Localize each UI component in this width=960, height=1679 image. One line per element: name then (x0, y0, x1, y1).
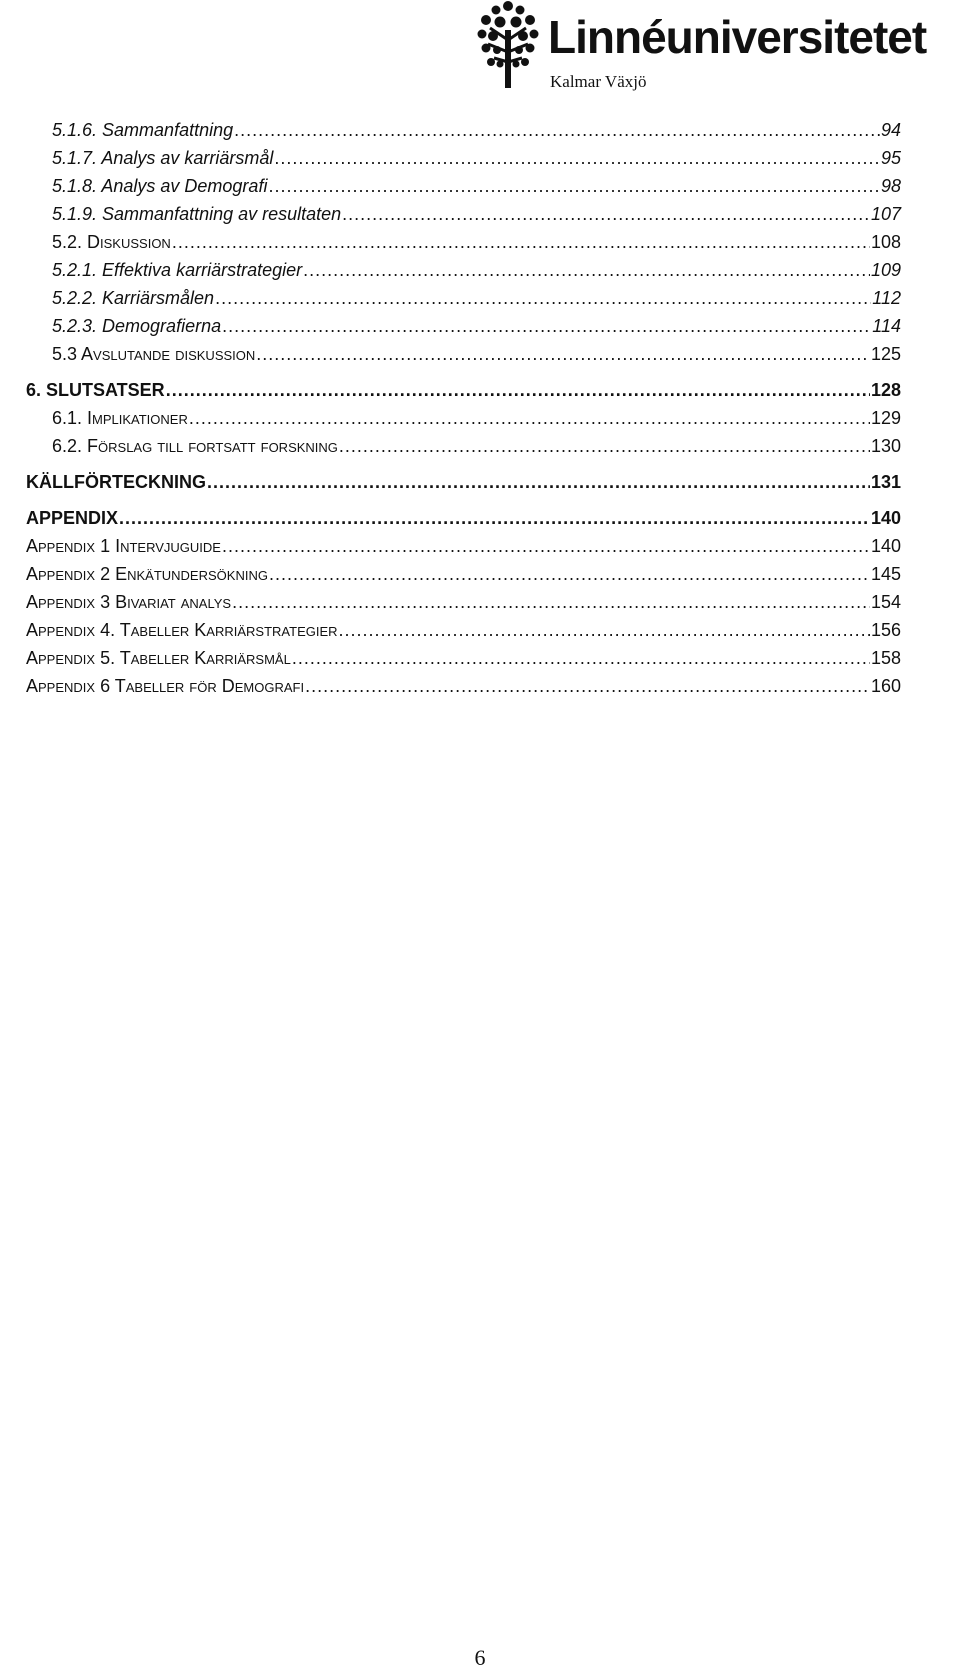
toc-entry[interactable] (26, 312, 901, 340)
toc-leader (207, 468, 870, 496)
toc-entry-page: 140 (870, 508, 901, 528)
toc-entry-label: 5.1.7. Analys av karriärsmål (52, 148, 274, 168)
table-of-contents (26, 116, 901, 700)
toc-entry-label: 5.2. Diskussion (52, 232, 171, 252)
toc-entry[interactable] (26, 432, 901, 460)
toc-entry[interactable] (26, 532, 901, 560)
toc-leader (222, 312, 871, 340)
toc-entry-label: Appendix 4. Tabeller Karriärstrategier (26, 620, 338, 640)
toc-entry-page: 160 (870, 676, 901, 696)
toc-leader (303, 256, 870, 284)
toc-entry[interactable] (26, 672, 901, 700)
toc-entry-label: Appendix 6 Tabeller för Demografi (26, 676, 305, 696)
toc-entry-label: 6.1. Implikationer (52, 408, 188, 428)
toc-entry[interactable] (26, 504, 901, 532)
toc-entry-label: Appendix 3 Bivariat analys (26, 592, 232, 612)
toc-entry-page: 145 (870, 564, 901, 584)
toc-leader (189, 404, 870, 432)
toc-entry-label: 5.3 Avslutande diskussion (52, 344, 256, 364)
toc-entry[interactable] (26, 340, 901, 368)
toc-leader (342, 200, 870, 228)
toc-leader (166, 376, 870, 404)
toc-entry-label: Appendix 2 Enkätundersökning (26, 564, 268, 584)
toc-entry-page: 108 (870, 232, 901, 252)
toc-entry-page: 130 (870, 436, 901, 456)
logo-subtitle: Kalmar Växjö (550, 72, 647, 91)
toc-entry-page: 107 (870, 204, 901, 224)
toc-entry-page: 140 (870, 536, 901, 556)
toc-entry-page: 158 (870, 648, 901, 668)
toc-leader (215, 284, 871, 312)
toc-entry[interactable] (26, 588, 901, 616)
toc-entry-page: 94 (880, 120, 901, 140)
toc-entry[interactable] (26, 172, 901, 200)
toc-entry[interactable] (26, 284, 901, 312)
toc-entry[interactable] (26, 256, 901, 284)
toc-entry-label: 5.2.2. Karriärsmålen (52, 288, 215, 308)
toc-entry-page: 128 (870, 380, 901, 400)
toc-entry[interactable] (26, 228, 901, 256)
university-logo (476, 0, 960, 98)
toc-entry-label: Appendix 5. Tabeller Karriärsmål (26, 648, 291, 668)
toc-entry-label: Appendix 1 Intervjuguide (26, 536, 221, 556)
toc-entry-label: 6. SLUTSATSER (26, 380, 165, 400)
toc-leader (339, 616, 870, 644)
toc-entry[interactable] (26, 404, 901, 432)
toc-entry[interactable] (26, 616, 901, 644)
toc-entry-page: 98 (880, 176, 901, 196)
toc-entry[interactable] (26, 644, 901, 672)
toc-entry-page: 156 (870, 620, 901, 640)
toc-entry-page: 109 (870, 260, 901, 280)
toc-entry-label: 6.2. Förslag till fortsatt forskning (52, 436, 338, 456)
toc-entry-page: 125 (870, 344, 901, 364)
toc-leader (256, 340, 870, 368)
toc-entry-page: 114 (872, 316, 901, 336)
toc-leader (172, 228, 870, 256)
toc-entry[interactable] (26, 200, 901, 228)
tree-logo-icon (476, 0, 540, 90)
toc-entry-label: KÄLLFÖRTECKNING (26, 472, 206, 492)
toc-entry[interactable] (26, 468, 901, 496)
toc-entry[interactable] (26, 116, 901, 144)
page-number: 6 (474, 1645, 486, 1670)
toc-leader (305, 672, 870, 700)
toc-leader (292, 644, 870, 672)
toc-entry-label: 5.1.8. Analys av Demografi (52, 176, 268, 196)
logo-wordmark: Linnéuniversitetet (548, 11, 927, 63)
toc-entry-page: 112 (872, 288, 901, 308)
toc-entry-page: 131 (870, 472, 901, 492)
toc-entry-label: 5.1.9. Sammanfattning av resultaten (52, 204, 342, 224)
toc-leader (268, 172, 880, 200)
toc-entry-page: 129 (870, 408, 901, 428)
toc-entry[interactable] (26, 560, 901, 588)
toc-entry-label: 5.2.1. Effektiva karriärstrategier (52, 260, 303, 280)
toc-entry[interactable] (26, 376, 901, 404)
toc-entry-label: APPENDIX (26, 508, 119, 528)
toc-leader (274, 144, 880, 172)
toc-leader (269, 560, 870, 588)
toc-entry[interactable] (26, 144, 901, 172)
toc-entry-label: 5.1.6. Sammanfattning (52, 120, 234, 140)
toc-leader (339, 432, 870, 460)
toc-leader (222, 532, 870, 560)
toc-leader (119, 504, 870, 532)
toc-entry-page: 95 (880, 148, 901, 168)
toc-entry-label: 5.2.3. Demografierna (52, 316, 222, 336)
toc-leader (234, 116, 880, 144)
toc-entry-page: 154 (870, 592, 901, 612)
toc-leader (232, 588, 870, 616)
